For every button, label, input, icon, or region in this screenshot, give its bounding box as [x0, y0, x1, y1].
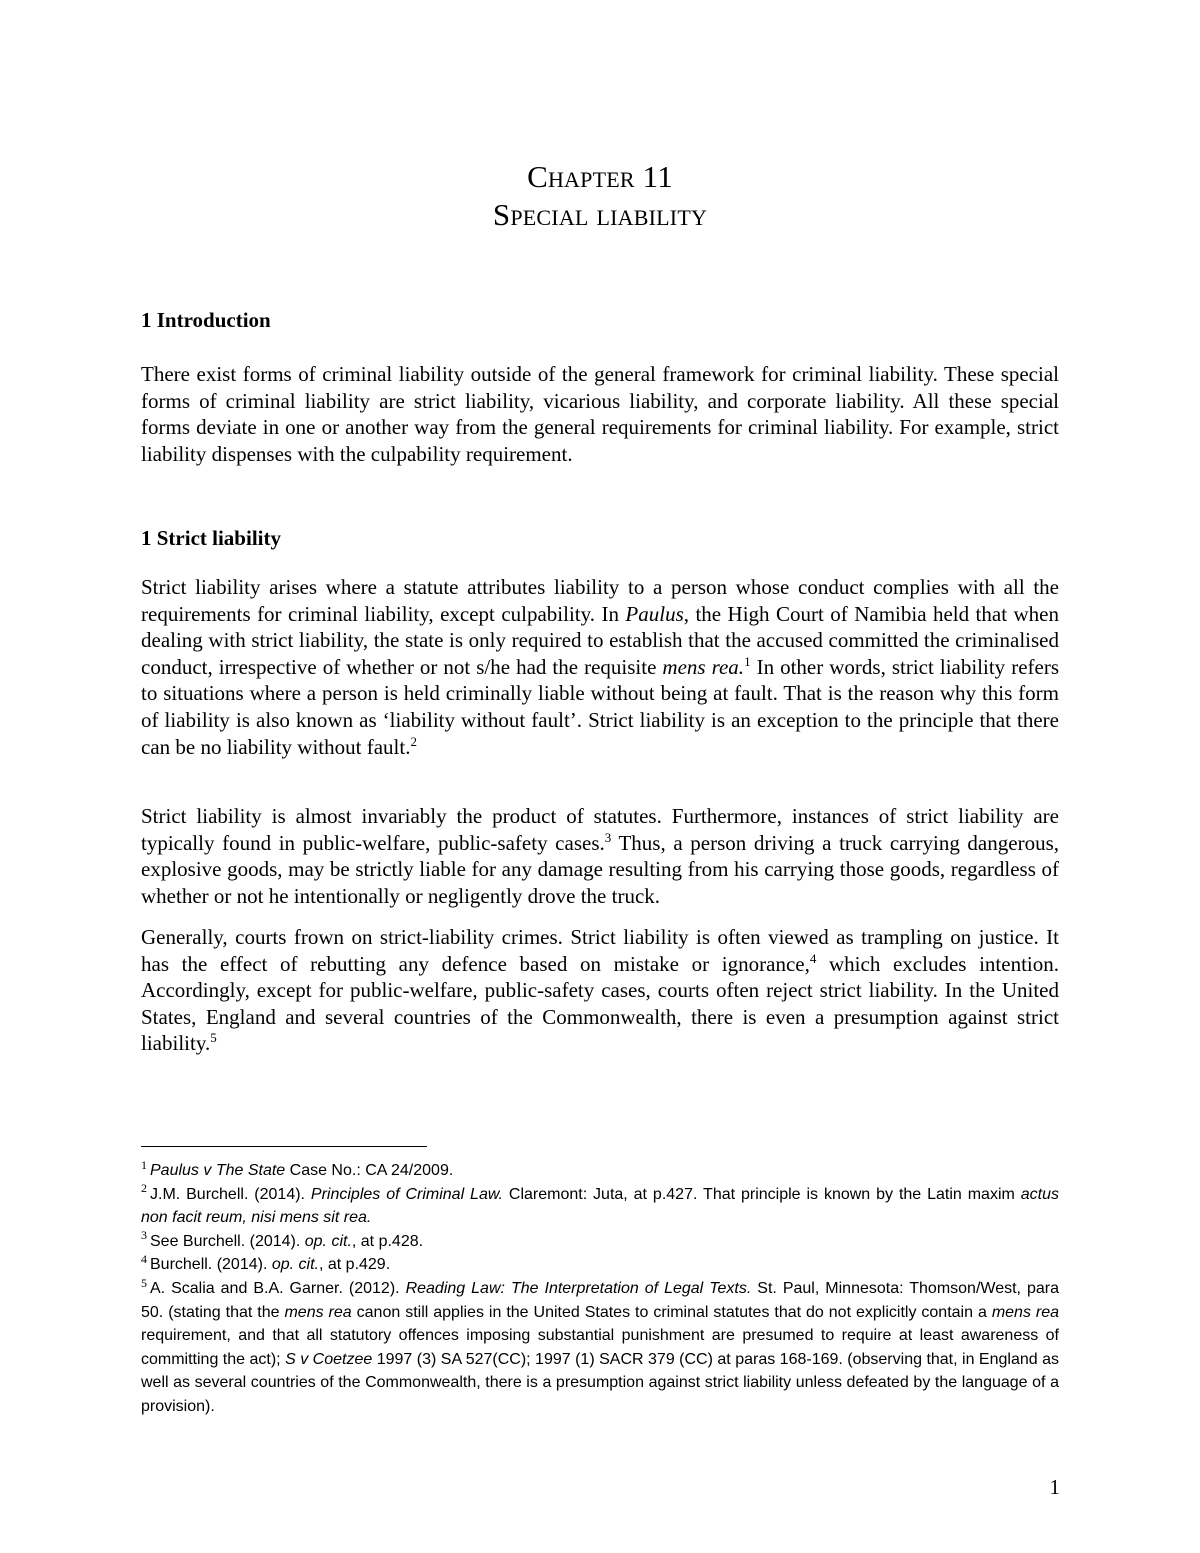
text-run: A. Scalia and B.A. Garner. (2012). — [150, 1279, 406, 1297]
text-run: Thus, a person driving a truck carrying dangerous, explosive goods, may be strictly liable for any damage resulting from his carrying those goods, regardless of whether or not he intentionally or negligently drove the truck. — [141, 830, 1059, 908]
text-run: Case No.: CA 24/2009. — [285, 1162, 454, 1179]
text-run: Strict liability arises where a statute attributes liability to a person whose conduct complies with all the requirements for criminal liability, except culpability. In — [141, 575, 1059, 626]
strict-liability-paragraph-3 — [141, 924, 1059, 1057]
italic-text: Paulus — [625, 601, 684, 626]
text-run: See Burchell. (2014). — [150, 1232, 305, 1250]
text-run: There exist forms of criminal liability outside of the general framework for criminal liability. These special forms of criminal liability are strict liability, vicarious liability, and corporate liability. All these special forms deviate in one or another way from the general requirements for criminal liability. For example, strict liability dispenses with the culpability requirement. — [141, 362, 1059, 466]
footnote-reference: 3 — [604, 829, 612, 845]
text-run: Strict liability is almost invariably the product of statutes. Furthermore, instances of strict liability are typically found in public-welfare, public-safety cases. — [141, 804, 1059, 855]
italic-text: Reading Law: The Interpretation of Legal Texts. — [405, 1279, 752, 1297]
strict-liability-paragraph-1 — [141, 574, 1059, 760]
chapter-title — [0, 158, 1200, 234]
strict-liability-paragraph-2 — [141, 803, 1059, 909]
italic-text: Principles of Criminal Law. — [310, 1185, 503, 1203]
footnote — [141, 1230, 1059, 1254]
italic-text: mens rea. — [662, 654, 745, 679]
chapter-number: Chapter 11 — [527, 159, 673, 194]
footnote — [141, 1159, 1059, 1183]
introduction-paragraph — [141, 361, 1059, 467]
text-run: St. Paul, Minnesota: Thomson/West, para 50. (stating that the — [141, 1279, 1059, 1321]
text-run: canon still applies in the United States to criminal statutes that do not explicitly contain a — [351, 1303, 992, 1321]
footnote-number: 4 — [141, 1252, 147, 1267]
footnote-separator — [141, 1146, 427, 1147]
footnote-number: 3 — [141, 1228, 147, 1243]
footnote-reference: 2 — [410, 733, 417, 749]
text-run: Claremont: Juta, at p.427. That principle is known by the Latin maxim — [502, 1185, 1021, 1203]
footnote-number: 2 — [141, 1181, 147, 1196]
text-run: Burchell. (2014). — [150, 1256, 272, 1274]
italic-text: op. cit. — [271, 1256, 319, 1274]
footnote-number: 5 — [141, 1275, 147, 1290]
text-run: which excludes intention. Accordingly, except for public-welfare, public-safety cases, courts often reject strict liability. In the United States, England and several countries of the Commonwealth, there is even a presumption against strict liability. — [141, 951, 1060, 1056]
section-heading-introduction: 1 Introduction — [141, 308, 271, 332]
footnote-reference: 5 — [210, 1030, 217, 1046]
footnote-reference: 4 — [809, 950, 817, 966]
italic-text: mens rea — [991, 1303, 1060, 1321]
section-heading-strict-liability: 1 Strict liability — [141, 526, 281, 550]
chapter-name: Special liability — [492, 197, 708, 232]
footnote-number: 1 — [141, 1157, 147, 1172]
italic-text: op. cit. — [304, 1232, 352, 1250]
text-run: In other words, strict liability refers to situations where a person is held criminally liable without being at fault. That is the reason why this form of liability is also known as ‘liability without fault’. Strict liability is an exception to the principle that there can be no liability without fault. — [141, 654, 1059, 759]
italic-text: actus non facit reum, nisi mens sit rea. — [141, 1185, 1059, 1227]
footnote — [141, 1183, 1059, 1230]
text-run: J.M. Burchell. (2014). — [150, 1185, 311, 1203]
footnote — [141, 1277, 1059, 1419]
footnote-reference: 1 — [744, 653, 751, 669]
text-run: , at p.429. — [318, 1256, 391, 1274]
italic-text: Paulus v The State — [150, 1162, 286, 1179]
footnote — [141, 1253, 1059, 1277]
italic-text: mens rea — [284, 1303, 352, 1321]
italic-text: S v Coetzee — [285, 1350, 373, 1368]
page-number: 1 — [1049, 1475, 1060, 1499]
text-run: requirement, and that all statutory offences imposing substantial punishment are presumed to require at least awareness of committing the act); — [141, 1327, 1059, 1368]
text-run: , at p.428. — [351, 1232, 424, 1250]
text-run: , the High Court of Namibia held that when dealing with strict liability, the state is only required to establish that the accused committed the criminalised conduct, irrespective of whether or not s/he had the requisite — [141, 601, 1059, 679]
footnotes — [141, 1159, 1059, 1419]
text-run: Generally, courts frown on strict-liability crimes. Strict liability is often viewed as trampling on justice. It has the effect of rebutting any defence based on mistake or ignorance, — [141, 925, 1059, 976]
text-run: 1997 (3) SA 527(CC); 1997 (1) SACR 379 (CC) at paras 168-169. (observing that, in England as well as several countries of the Commonwealth, there is a presumption against strict liability unless defeated by the language of a provision). — [141, 1350, 1060, 1415]
